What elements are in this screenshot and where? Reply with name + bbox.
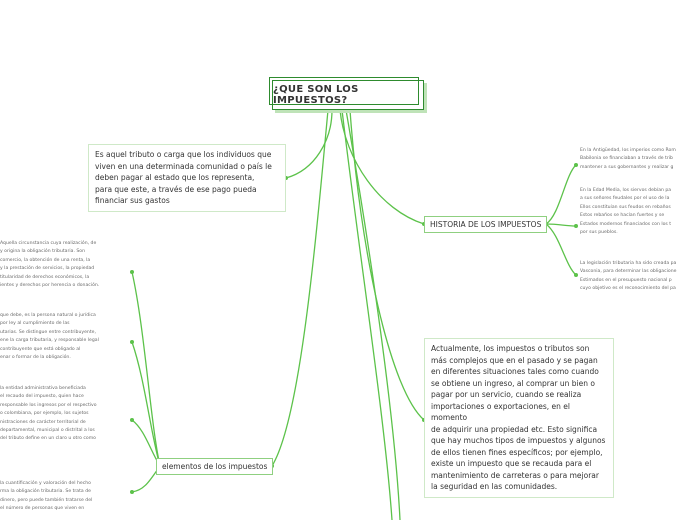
- definition-line: financiar sus gastos: [95, 196, 170, 205]
- link-history-sub-1: [546, 165, 576, 224]
- history-paragraph-3: [580, 260, 676, 294]
- history-paragraph-1: [580, 147, 676, 172]
- elements-text-line: el número de personas que viven en: [0, 506, 85, 512]
- elements-text-line: y origina la obligación tributaria. Son: [0, 249, 86, 255]
- current-line: la seguridad en las comunidades.: [431, 482, 558, 491]
- elements-text-line: responsable los ingresos por el respectivo: [0, 402, 97, 408]
- history-text-line: Estados modernos financiados con los t: [580, 221, 672, 227]
- elements-text-line: Aquella circunstancia cuya realización, de: [0, 241, 97, 246]
- history-node[interactable]: [424, 216, 547, 233]
- history-text-line: En la Edad Media, los siervos debían pa: [580, 188, 672, 193]
- elements-text-line: y la prestación de servicios, la propiedad: [0, 266, 95, 272]
- link-dot: [574, 163, 578, 167]
- definition-line: para que este, a través de ese pago pueda: [95, 184, 257, 194]
- elements-text-line: la entidad administrativa beneficiada: [0, 386, 86, 391]
- history-paragraph-2: [580, 187, 671, 237]
- elements-text-line: ene la carga tributaria, y responsable legal: [0, 338, 99, 344]
- link-history-sub-3: [546, 224, 576, 275]
- elements-label: elementos de los impuestos: [162, 462, 268, 471]
- elements-text-line: el recaudo del impuesto, quien hace: [0, 394, 84, 400]
- current-line: existe un impuesto que se recauda para el: [431, 459, 592, 468]
- elements-text-line: nistraciones de carácter territorial de: [0, 419, 86, 425]
- elements-text-line: departamental, municipal o distrital a los: [0, 428, 95, 434]
- current-line: en diferentes situaciones tales como cuando: [431, 367, 599, 376]
- history-text-line: Ellos constituían sus feudos en rebaños: [580, 204, 671, 210]
- current-line: Actualmente, los impuestos o tributos son: [431, 344, 590, 353]
- link-elements-sub-1: [132, 272, 160, 466]
- central-topic[interactable]: [272, 80, 424, 110]
- elements-text-line: dinero, pero puede también tratarse del: [0, 497, 93, 503]
- elements-group-2: [0, 312, 99, 362]
- current-line: mantenimiento de carreteras o para mejorar: [431, 470, 599, 480]
- current-line: de ellos tienen fines específicos; por ejemplo,: [431, 447, 603, 457]
- current-line: de adquirir una propiedad etc. Esto significa: [431, 424, 598, 434]
- link-dot: [130, 490, 134, 494]
- elements-text-line: ientes y derechos por herencia o donación.: [0, 283, 100, 289]
- link-trunk-1: [342, 110, 392, 520]
- history-text-line: Babilonia se financiaban a través de trib: [580, 156, 673, 162]
- elements-text-line: del tributo define en un claro u otro como: [0, 436, 96, 442]
- elements-text-line: comercio, la obtención de una renta, la: [0, 257, 91, 263]
- link-trunk-2: [346, 110, 400, 520]
- current-line: más complejos que en el pasado y se pagan: [431, 355, 598, 365]
- current-taxes-node[interactable]: [424, 338, 614, 498]
- elements-text-line: contribuyente que está obligado al: [0, 346, 81, 352]
- elements-text-line: la cuantificación y valoración del hecho: [0, 481, 91, 486]
- elements-text-line: que debe, es la persona natural o jurídica: [0, 313, 96, 318]
- history-text-line: a sus señores feudales por el uso de la: [580, 196, 670, 202]
- definition-line: deben pagar al estado que los representa,: [95, 173, 255, 182]
- elements-group-4: [0, 480, 92, 514]
- elements-group-3: [0, 385, 97, 444]
- history-text-line: En la Antigüedad, los imperios como Rom: [580, 148, 676, 153]
- elements-text-line: rma la obligación tributaria. Se trata de: [0, 489, 91, 495]
- link-dot: [574, 273, 578, 277]
- elements-node[interactable]: [156, 458, 273, 475]
- definition-line: Es aquel tributo o carga que los individuos que: [95, 150, 272, 159]
- link-current: [350, 110, 424, 420]
- central-topic-title: ¿QUE SON LOS IMPUESTOS?: [273, 84, 359, 106]
- history-text-line: cuyo objetivo es el reconocimiento del pa: [580, 286, 676, 292]
- elements-text-line: enar o formar de la obligación.: [0, 355, 71, 361]
- history-label: HISTORIA DE LOS IMPUESTOS: [430, 220, 542, 229]
- link-dot: [130, 418, 134, 422]
- history-text-line: mantener a sus gobernantes y realizar g: [580, 164, 674, 170]
- elements-text-line: utarias. Se distingue entre contribuyente,: [0, 329, 96, 335]
- link-dot: [574, 224, 578, 228]
- link-history-sub-2: [546, 224, 576, 226]
- history-text-line: Estos rebaños se hacían fuertes y se: [580, 213, 665, 219]
- elements-text-line: titularidad de derechos económicos, la: [0, 274, 90, 280]
- current-line: se obtiene un ingreso, al comprar un bien o: [431, 378, 595, 388]
- definition-node[interactable]: [88, 144, 286, 212]
- elements-group-1: [0, 240, 99, 290]
- link-dot: [130, 340, 134, 344]
- history-text-line: Vasconia, para determinar las obligacione: [580, 269, 677, 275]
- current-line: importaciones o exportaciones, en el momento: [431, 401, 570, 422]
- history-text-line: La legislación tributaria ha sido creada pa: [580, 261, 677, 266]
- link-history: [340, 110, 424, 224]
- current-line: que hay muchos tipos de impuestos y algunos: [431, 436, 606, 445]
- definition-line: viven en una determinada comunidad o país le: [95, 161, 272, 171]
- elements-text-line: o colombiana, por ejemplo, los sujetos: [0, 411, 89, 417]
- current-line: pagar por un servicio, cuando se realiza: [431, 390, 582, 399]
- link-dot: [130, 270, 134, 274]
- elements-text-line: por ley al cumplimiento de las: [0, 321, 70, 327]
- history-text-line: Estimados en el presupuesto nacional p: [580, 277, 672, 283]
- history-text-line: por sus pueblos.: [580, 230, 618, 236]
